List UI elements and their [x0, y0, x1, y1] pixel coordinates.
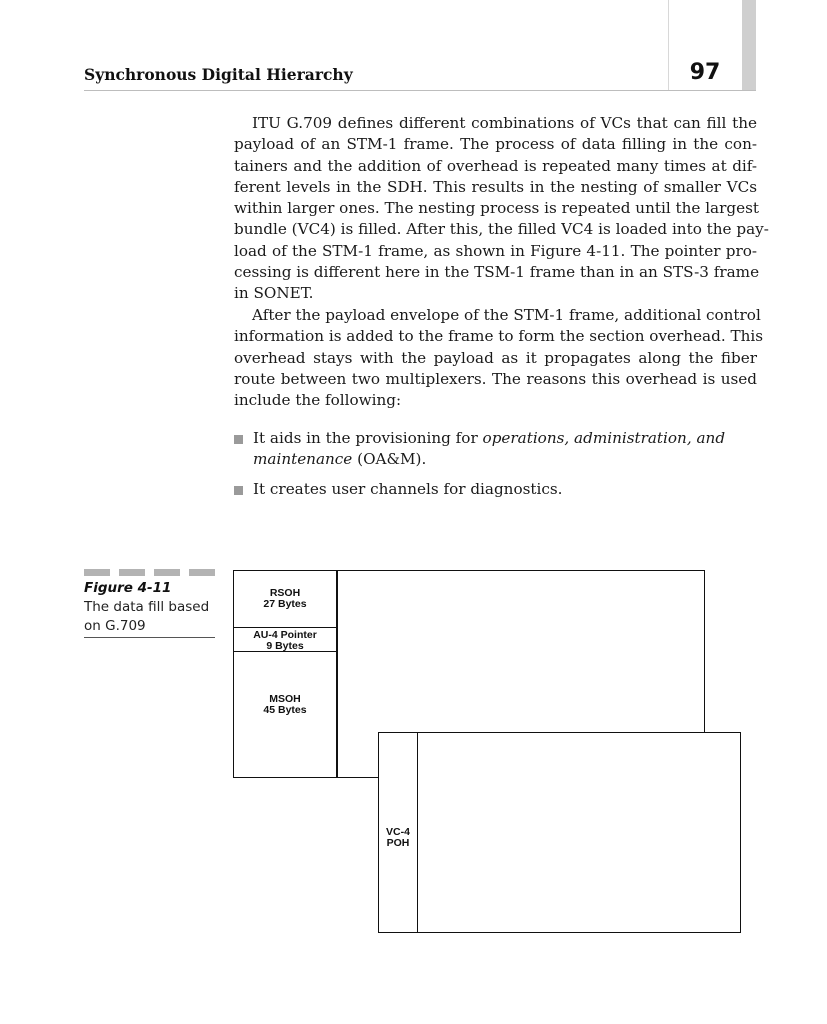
msoh-name: MSOH	[269, 693, 301, 705]
running-head: Synchronous Digital Hierarchy	[84, 65, 353, 84]
figure-caption	[84, 598, 224, 636]
msoh-label	[233, 694, 337, 716]
text-line: include the following:	[234, 391, 402, 410]
text-line: overhead stays with the payload as it propagates along the fiber	[234, 348, 757, 367]
bullet-text: It creates user channels for diagnostics.	[253, 480, 563, 498]
bullet-italic-text: maintenance	[253, 450, 353, 469]
text-line: After the payload envelope of the STM-1 frame, additional control	[252, 306, 761, 324]
dash	[154, 569, 180, 576]
text-line: ferent levels in the SDH. This results in the nesting of smaller VCs	[234, 177, 757, 196]
au4-label	[233, 630, 337, 652]
text-line: bundle (VC4) is filled. After this, the filled VC4 is loaded into the pay-	[234, 220, 769, 239]
text-line: cessing is different here in the TSM-1 frame than in an STS-3 frame	[234, 263, 760, 282]
rsoh-name: RSOH	[269, 587, 301, 599]
vc4-poh-line2: POH	[386, 837, 410, 849]
paragraph-2	[234, 305, 764, 411]
vc4-container	[378, 732, 741, 933]
rsoh-label	[233, 588, 337, 610]
figure-label: Figure 4-11	[84, 580, 172, 596]
text-line: payload of an STM-1 frame. The process of data filling in the con-	[234, 135, 757, 154]
bullet-square-icon	[234, 435, 243, 444]
text-line: information is added to the frame to form the section overhead. This	[234, 327, 764, 346]
rsoh-size: 27 Bytes	[263, 598, 307, 610]
figure-dash-bar	[84, 569, 215, 576]
bullet-square-icon	[234, 486, 243, 495]
dash	[84, 569, 110, 576]
text-line: ITU G.709 defines different combinations of VCs that can fill the	[252, 114, 757, 132]
text-line: within larger ones. The nesting process is repeated until the largest	[234, 199, 759, 218]
caption-line: on G.709	[84, 618, 146, 634]
au4-size: 9 Bytes	[266, 640, 304, 652]
text-line: tainers and the addition of overhead is repeated many times at dif-	[234, 156, 757, 175]
page-number: 97	[689, 60, 721, 85]
bullet-text: (OA&M).	[352, 450, 427, 469]
page-edge-bar	[742, 0, 756, 90]
bullet-italic-text: operations, administration, and	[482, 429, 726, 447]
msoh-size: 45 Bytes	[263, 704, 307, 716]
paragraph-1	[234, 113, 769, 305]
dash	[189, 569, 215, 576]
bullet-text: It aids in the provisioning for	[253, 429, 483, 447]
dash	[119, 569, 145, 576]
bullet-item-2	[234, 479, 757, 500]
caption-line: The data fill based	[84, 599, 210, 615]
text-line: load of the STM-1 frame, as shown in Figure 4-11. The pointer pro-	[234, 241, 757, 260]
au4-name: AU-4 Pointer	[253, 629, 317, 641]
text-line: route between two multiplexers. The reasons this overhead is used	[234, 369, 757, 388]
figure-caption-rule	[84, 637, 215, 638]
vc4-poh-label	[378, 827, 418, 849]
vc4-poh-line1: VC-4	[386, 826, 410, 838]
header-rule	[84, 90, 756, 91]
text-line: in SONET.	[234, 284, 314, 303]
bullet-item-1	[234, 428, 757, 471]
